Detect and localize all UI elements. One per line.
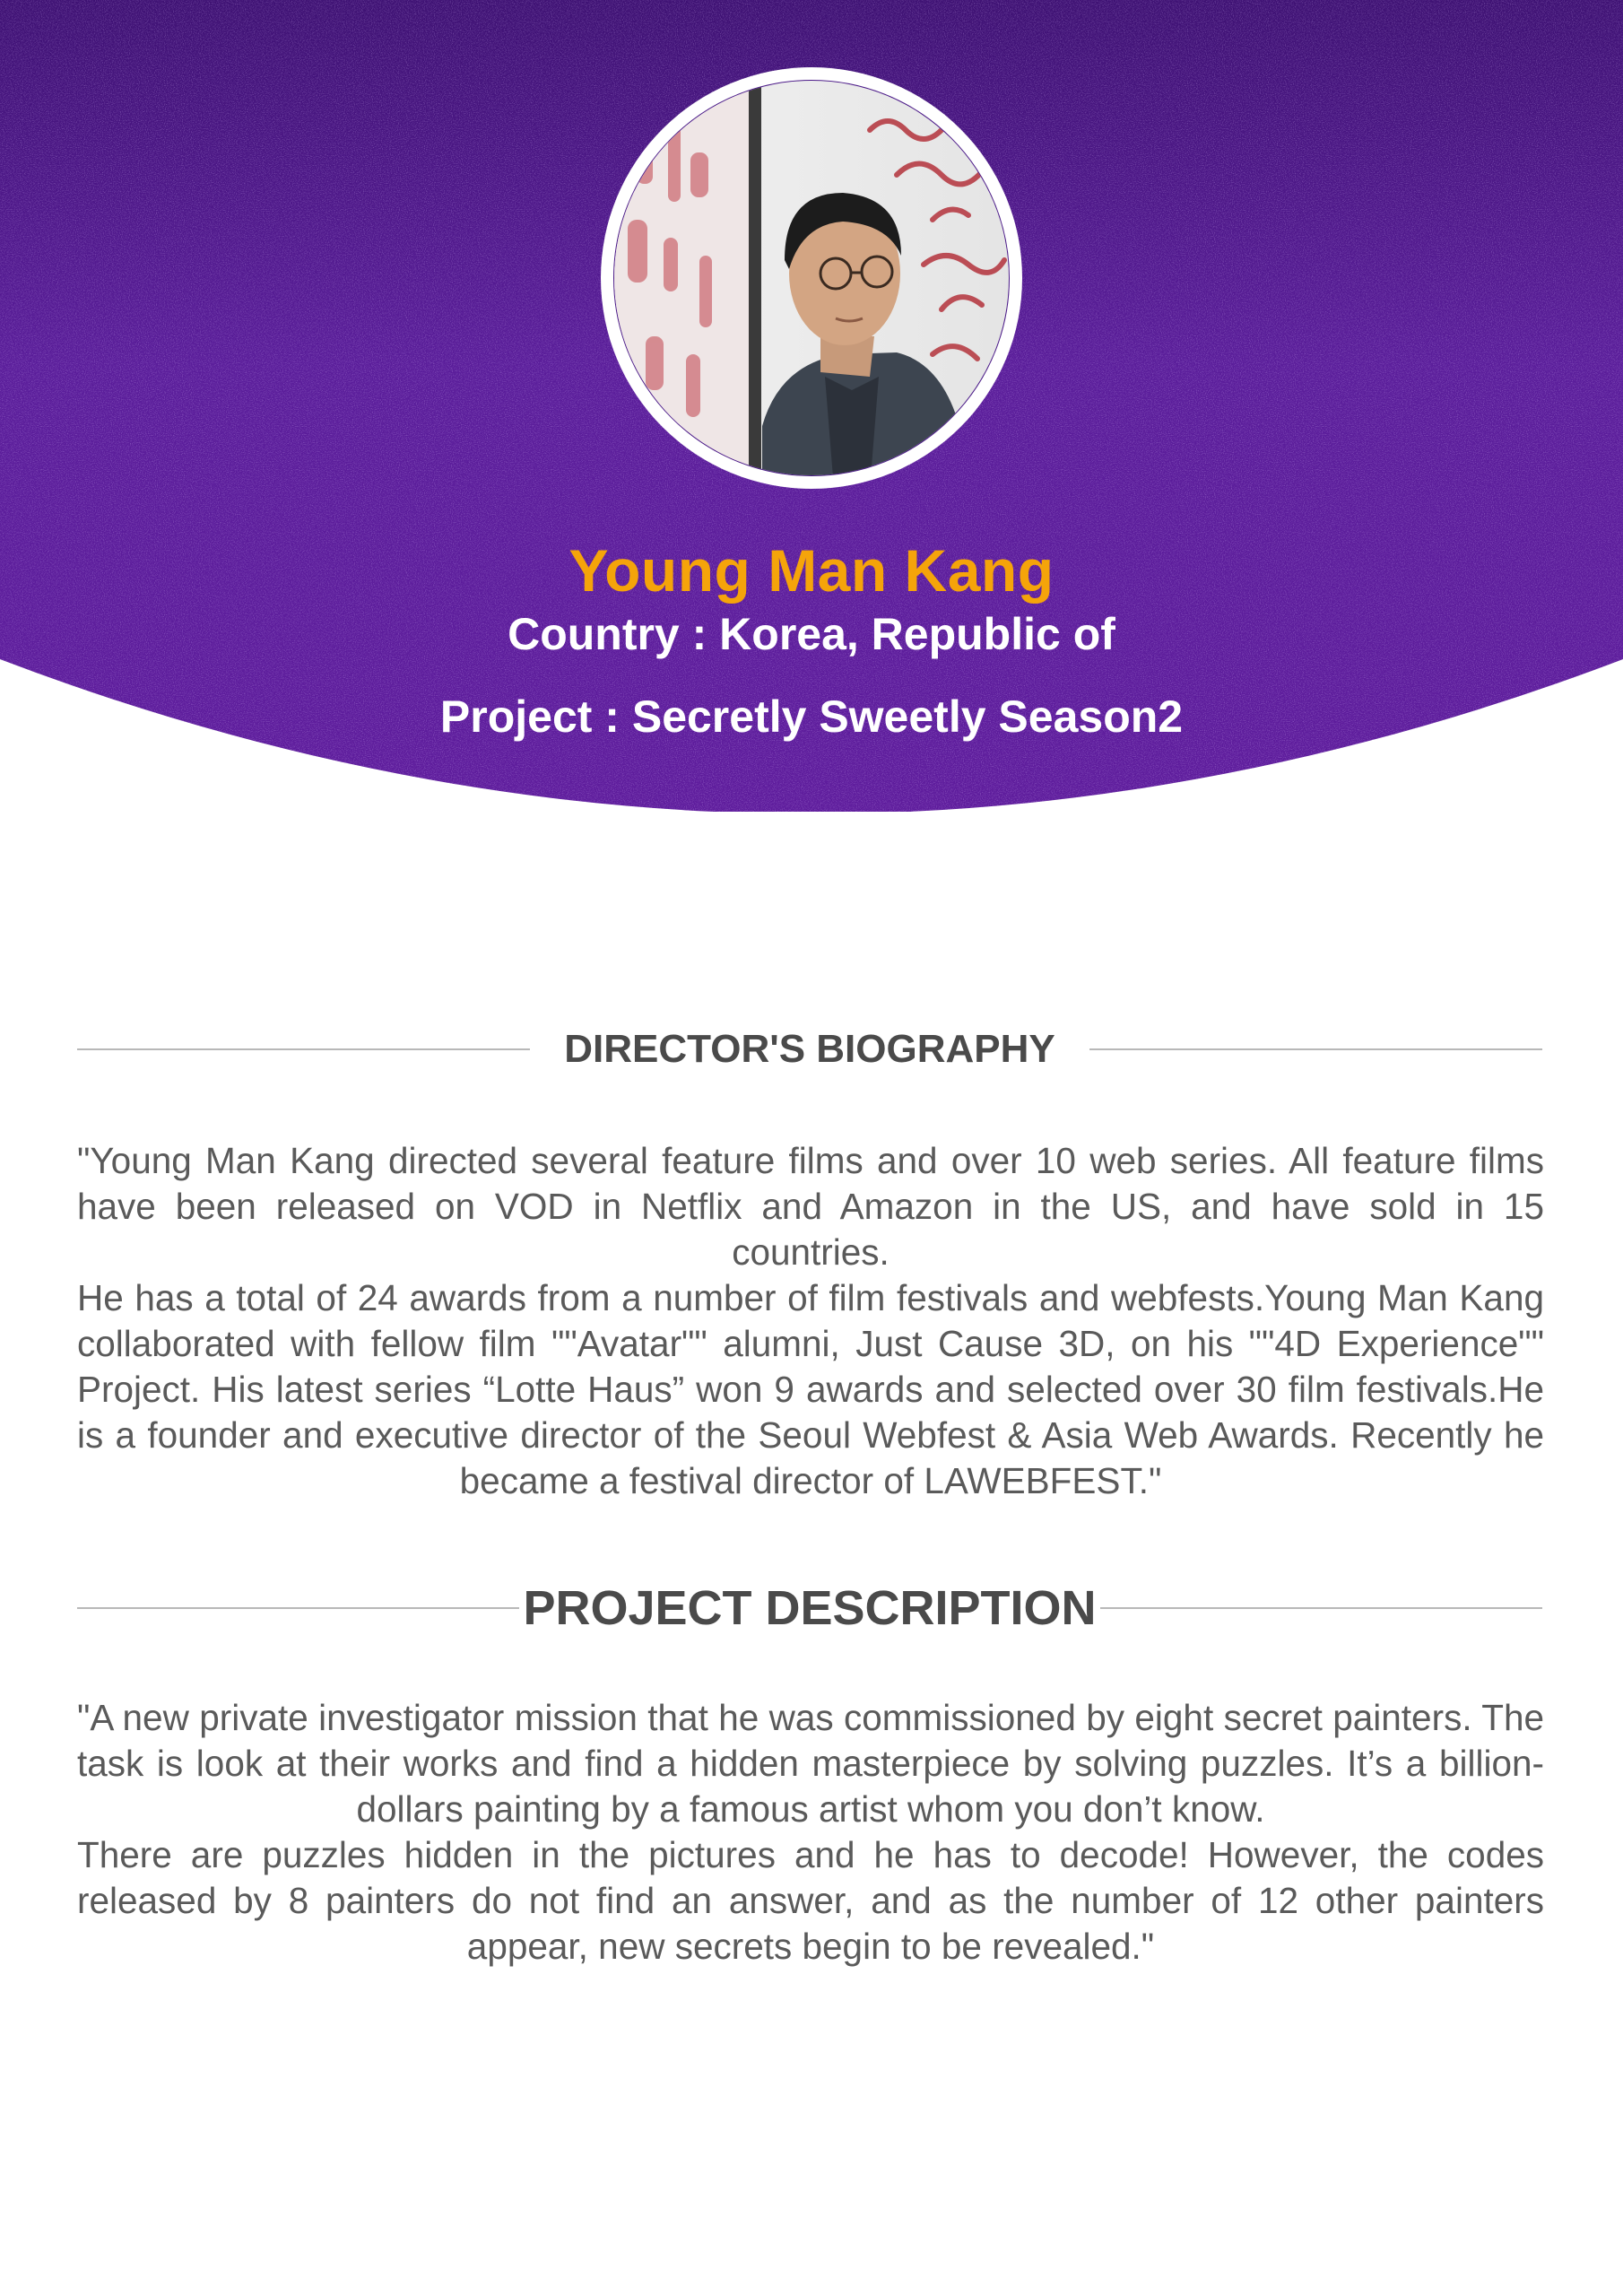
description-title: PROJECT DESCRIPTION [523,1581,1097,1635]
biography-title: DIRECTOR'S BIOGRAPHY [564,1027,1055,1071]
project-line: Project : Secretly Sweetly Season2 [439,691,1184,742]
description-heading [77,1580,1542,1636]
biography-paragraph: He has a total of 24 awards from a number of film festivals and webfests.Young Man Kang collaborated with fellow film ""Avatar"" alumni, Just Cause 3D, on his ""4D Experience"" Project. His latest series “Lotte Haus” won 9 awards and selected over 30 film festivals.He is a founder and executive director of the Seoul Webfest & Asia Web Awards. Recently he became a festival director of LAWEBFEST." [77,1277,1544,1501]
description-text [77,1695,1544,1970]
heading-rule-right [1100,1607,1542,1609]
director-name: Young Man Kang [568,537,1055,604]
heading-rule-left [77,1607,519,1609]
country-line: Country : Korea, Republic of [508,609,1115,659]
biography-paragraph: "Young Man Kang directed several feature films and over 10 web series. All feature films have been released on VOD in Netflix and Amazon in the US, and have sold in 15 countries. [77,1140,1544,1273]
biography-heading [77,1027,1542,1072]
description-paragraph: "A new private investigator mission that he was commissioned by eight secret painters. The task is look at their works and find a hidden masterpiece by solving puzzles. It’s a billion-dollars painting by a famous artist whom you don’t know. [77,1697,1544,1830]
heading-rule-right [1089,1048,1542,1050]
heading-rule-left [77,1048,530,1050]
biography-text [77,1138,1544,1504]
description-paragraph: There are puzzles hidden in the pictures and he has to decode! However, the codes released by 8 painters do not find an answer, and as the number of 12 other painters appear, new secrets begin to be revealed." [77,1834,1544,1967]
director-photo [601,67,1022,489]
